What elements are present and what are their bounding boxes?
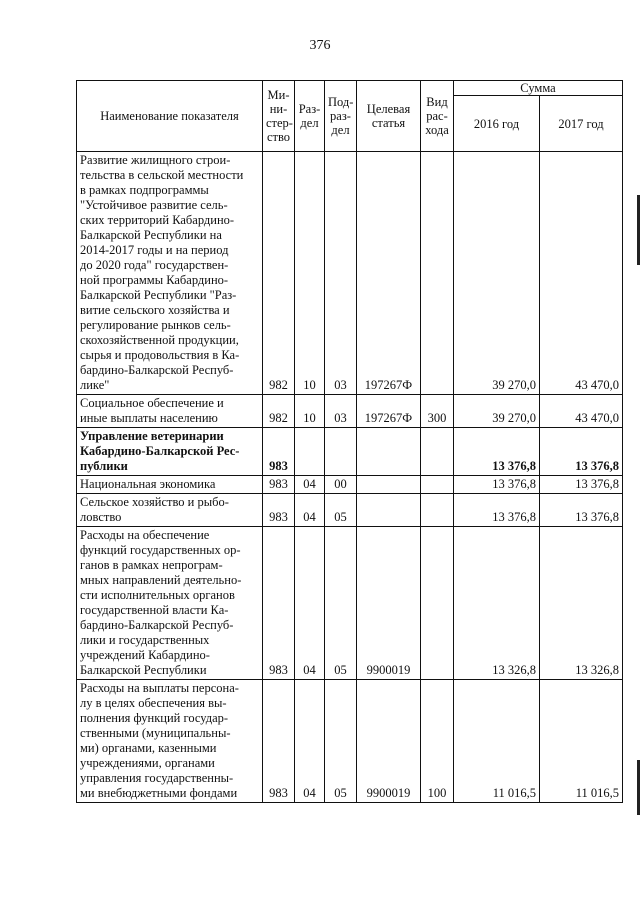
header-ministry: Ми- ни- стер- ство xyxy=(263,81,295,152)
table-row xyxy=(77,428,623,476)
table-row xyxy=(77,395,623,428)
row-amount-2016: 13 326,8 xyxy=(454,527,540,680)
row-target xyxy=(357,494,421,527)
row-target: 9900019 xyxy=(357,680,421,803)
row-section: 04 xyxy=(295,527,325,680)
row-amount-2016: 13 376,8 xyxy=(454,476,540,494)
row-amount-2016: 39 270,0 xyxy=(454,395,540,428)
row-target xyxy=(357,476,421,494)
row-section xyxy=(295,428,325,476)
row-section: 04 xyxy=(295,680,325,803)
row-section: 10 xyxy=(295,395,325,428)
row-ministry: 983 xyxy=(263,476,295,494)
budget-table xyxy=(76,80,623,803)
header-section: Раз- дел xyxy=(295,81,325,152)
row-expense-type xyxy=(421,428,454,476)
header-sum: Сумма xyxy=(454,81,623,96)
row-ministry: 983 xyxy=(263,680,295,803)
table-row xyxy=(77,476,623,494)
row-amount-2017: 43 470,0 xyxy=(540,395,623,428)
row-expense-type xyxy=(421,494,454,527)
row-subsection xyxy=(325,428,357,476)
row-subsection: 03 xyxy=(325,395,357,428)
row-section: 04 xyxy=(295,476,325,494)
header-year-2016: 2016 год xyxy=(454,96,540,152)
row-ministry: 982 xyxy=(263,395,295,428)
row-amount-2017: 13 376,8 xyxy=(540,494,623,527)
row-amount-2017: 13 376,8 xyxy=(540,476,623,494)
row-section: 10 xyxy=(295,152,325,395)
row-subsection: 03 xyxy=(325,152,357,395)
row-expense-type xyxy=(421,527,454,680)
row-name: Расходы на обеспечение функций государственных ор- ганов в рамках непрограм- мных направлений деятельно- сти исполнительных органов государственной власти Ка- бардино-Балкарской Респуб- лики и государственных учреждений Кабардино- Балкарской Республики xyxy=(77,527,263,680)
page-number: 376 xyxy=(309,38,331,53)
header-expense-type: Вид рас- хода xyxy=(421,81,454,152)
row-ministry: 983 xyxy=(263,527,295,680)
row-expense-type xyxy=(421,476,454,494)
row-name: Национальная экономика xyxy=(77,476,263,494)
row-subsection: 05 xyxy=(325,680,357,803)
row-amount-2016: 11 016,5 xyxy=(454,680,540,803)
row-expense-type: 100 xyxy=(421,680,454,803)
table-row xyxy=(77,494,623,527)
header-year-2017: 2017 год xyxy=(540,96,623,152)
row-name: Управление ветеринарии Кабардино-Балкарской Рес- публики xyxy=(77,428,263,476)
row-amount-2016: 39 270,0 xyxy=(454,152,540,395)
row-subsection: 05 xyxy=(325,527,357,680)
row-name: Расходы на выплаты персона- лу в целях обеспечения вы- полнения функций государ- ственными (муниципальны- ми) органами, казенными учреждениями, органами управления государственны- ми внебюджетными фондами xyxy=(77,680,263,803)
table-row xyxy=(77,527,623,680)
row-subsection: 05 xyxy=(325,494,357,527)
row-target: 197267Ф xyxy=(357,395,421,428)
row-ministry: 982 xyxy=(263,152,295,395)
row-target xyxy=(357,428,421,476)
row-expense-type: 300 xyxy=(421,395,454,428)
row-subsection: 00 xyxy=(325,476,357,494)
row-section: 04 xyxy=(295,494,325,527)
table-row xyxy=(77,152,623,395)
row-amount-2017: 13 376,8 xyxy=(540,428,623,476)
row-name: Социальное обеспечение и иные выплаты населению xyxy=(77,395,263,428)
row-target: 9900019 xyxy=(357,527,421,680)
header-subsection: Под- раз- дел xyxy=(325,81,357,152)
row-name: Развитие жилищного строи- тельства в сельской местности в рамках подпрограммы "Устойчивое развитие сель- ских территорий Кабардино- Балкарской Республики на 2014-2017 годы и на период до 2020 года" государствен- ной программы Кабардино- Балкарской Республики "Раз- витие сельского хозяйства и регулирование рынков сель- скохозяйственной продукции, сырья и продовольствия в Ка- бардино-Балкарской Респуб- лике" xyxy=(77,152,263,395)
header-target: Целевая статья xyxy=(357,81,421,152)
row-amount-2017: 43 470,0 xyxy=(540,152,623,395)
row-expense-type xyxy=(421,152,454,395)
row-amount-2017: 13 326,8 xyxy=(540,527,623,680)
row-target: 197267Ф xyxy=(357,152,421,395)
row-ministry: 983 xyxy=(263,494,295,527)
row-amount-2016: 13 376,8 xyxy=(454,494,540,527)
table-row xyxy=(77,680,623,803)
header-name: Наименование показателя xyxy=(77,81,263,152)
row-ministry: 983 xyxy=(263,428,295,476)
row-amount-2016: 13 376,8 xyxy=(454,428,540,476)
row-amount-2017: 11 016,5 xyxy=(540,680,623,803)
row-name: Сельское хозяйство и рыбо- ловство xyxy=(77,494,263,527)
